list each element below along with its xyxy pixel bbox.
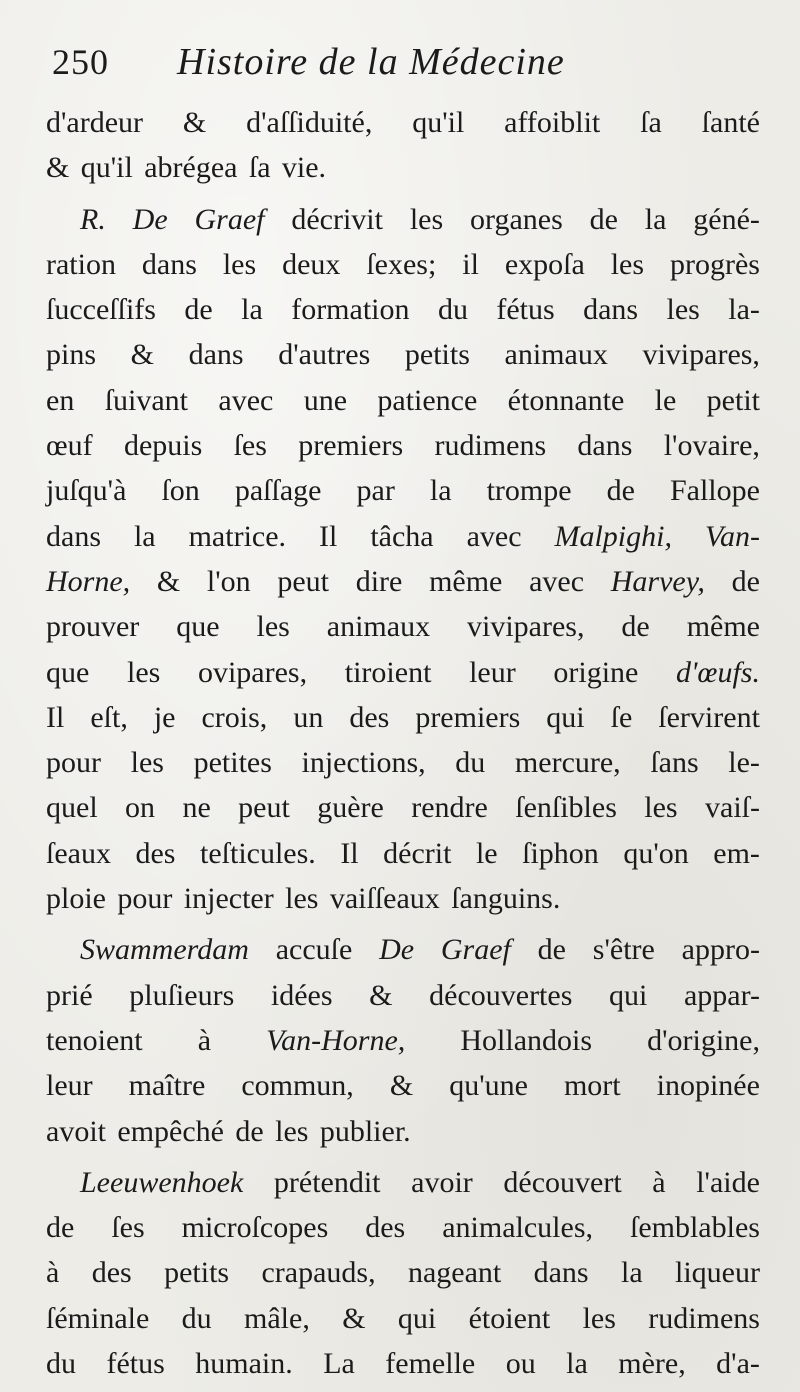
word: la-	[728, 293, 760, 327]
word: ſa	[640, 106, 662, 139]
text-line	[46, 604, 760, 649]
word: géné-	[693, 202, 760, 236]
word: dans	[533, 1256, 589, 1290]
word: décrivit	[291, 202, 383, 236]
word: les	[582, 1301, 616, 1335]
word: inopinée	[656, 1069, 760, 1103]
word: &	[389, 1069, 414, 1103]
text-line	[46, 514, 760, 559]
word: dans	[577, 429, 633, 463]
word: même	[429, 564, 503, 598]
word: Van-Horne,	[266, 1023, 406, 1057]
word: la	[620, 1256, 643, 1290]
word: décrit	[383, 836, 452, 870]
word: Horne,	[46, 564, 131, 598]
word: ſes	[111, 1211, 145, 1245]
word: &	[182, 106, 207, 139]
word: étonnante	[507, 383, 625, 417]
word: prouver	[46, 610, 140, 644]
word: expoſa	[504, 247, 585, 281]
word: vivipares,	[642, 338, 760, 372]
word: avec	[466, 519, 522, 553]
word: qui	[546, 700, 585, 734]
word: ſenſibles	[515, 791, 617, 825]
word: dire	[355, 564, 403, 598]
text-line	[46, 287, 760, 332]
word: rudimens	[648, 1301, 760, 1335]
word: ſemblables	[629, 1211, 760, 1245]
word: d'autres	[278, 338, 371, 372]
word: ſa	[248, 151, 271, 185]
word: ſanté	[701, 106, 760, 139]
word: de	[589, 202, 618, 236]
text-line	[46, 785, 760, 830]
word: humain.	[195, 1347, 293, 1381]
word: Graef	[194, 202, 265, 236]
text-line	[46, 1063, 760, 1108]
word: em-	[713, 836, 760, 870]
word: ſanguins.	[451, 882, 561, 916]
word: commun,	[241, 1069, 354, 1103]
word: qu'il	[80, 151, 133, 185]
text-line	[46, 197, 760, 242]
word: ſéminale	[46, 1301, 150, 1335]
word: petit	[706, 383, 760, 417]
word: avec	[529, 564, 585, 598]
word: la	[241, 293, 263, 327]
word: des	[135, 836, 176, 870]
text-line	[46, 1341, 760, 1386]
word: les	[222, 247, 257, 281]
word: trompe	[486, 474, 572, 508]
word: ſes	[233, 429, 267, 463]
word: dans	[141, 247, 197, 281]
word: peut	[238, 791, 290, 825]
word: crapauds,	[261, 1256, 376, 1290]
word: d'œufs.	[676, 655, 760, 689]
word: publier.	[319, 1114, 411, 1148]
text-line	[46, 1160, 760, 1205]
word: eſt,	[90, 700, 128, 734]
word: du	[455, 746, 486, 780]
word: les	[610, 247, 645, 281]
word: découvert	[503, 1165, 622, 1199]
word: que	[46, 655, 90, 689]
text-line	[46, 1018, 760, 1063]
word: en	[46, 383, 75, 417]
word: dans	[583, 293, 639, 327]
word: vie.	[281, 151, 327, 185]
word: s'être	[592, 933, 655, 967]
word: on	[125, 791, 156, 825]
word: depuis	[123, 429, 203, 463]
word: Leeuwenhoek	[80, 1165, 244, 1199]
word: rendre	[411, 791, 488, 825]
word: ſe	[610, 700, 633, 734]
word: la	[429, 474, 452, 508]
word: &	[342, 1301, 366, 1335]
text-line	[46, 740, 760, 785]
word: pluſieurs	[129, 978, 235, 1012]
word: la	[133, 519, 156, 553]
word: à	[652, 1165, 666, 1199]
word: leur	[46, 1069, 93, 1103]
word: tâcha	[370, 519, 434, 553]
word: animaux	[326, 610, 431, 644]
word: matrice.	[188, 519, 287, 553]
text-line	[46, 559, 760, 604]
word: œuf	[46, 429, 93, 463]
word: animalcules,	[442, 1211, 593, 1245]
word: les	[256, 610, 290, 644]
word: de	[621, 610, 650, 644]
word: avec	[218, 383, 274, 417]
word: les	[275, 1114, 309, 1148]
word: d'origine,	[647, 1023, 760, 1057]
word: ſans	[650, 746, 699, 780]
text-line	[46, 927, 760, 972]
word: Harvey,	[610, 564, 705, 598]
word: deux	[282, 247, 341, 281]
word: prié	[46, 978, 93, 1012]
text-line	[46, 1250, 760, 1295]
word: progrès	[669, 247, 760, 281]
word: De	[379, 933, 415, 967]
word: peut	[277, 564, 330, 598]
word: &	[130, 338, 154, 372]
text-line	[46, 1109, 760, 1154]
word: Malpighi,	[554, 519, 672, 553]
word: De	[132, 202, 168, 236]
word: de	[537, 933, 566, 967]
word: un	[293, 700, 324, 734]
word: de	[731, 564, 760, 598]
word: nageant	[407, 1256, 502, 1290]
text-line	[46, 695, 760, 740]
word: Il	[319, 519, 338, 553]
text-line	[46, 973, 760, 1018]
word: petits	[164, 1256, 230, 1290]
word: &	[46, 151, 70, 185]
word: ſervirent	[658, 700, 760, 734]
word: R.	[80, 202, 106, 236]
body-text	[46, 100, 760, 1386]
word: mort	[563, 1069, 621, 1103]
word: Hollandois	[460, 1023, 593, 1057]
word: vivipares,	[467, 610, 585, 644]
word: de	[46, 1211, 75, 1245]
word: guère	[317, 791, 384, 825]
word: il	[462, 247, 479, 281]
word: les	[130, 746, 164, 780]
word: injections,	[301, 746, 426, 780]
word: avoit	[46, 1114, 106, 1148]
word: les	[126, 655, 161, 689]
word: de	[606, 474, 635, 508]
word: ne	[182, 791, 211, 825]
word: du	[46, 1347, 76, 1381]
text-line	[46, 876, 760, 921]
word: pour	[117, 882, 173, 916]
word: des	[365, 1211, 406, 1245]
word: teſticules.	[200, 836, 316, 870]
word: leur	[469, 655, 516, 689]
word: pour	[46, 746, 101, 780]
word: mâle,	[244, 1301, 310, 1335]
word: découvertes	[429, 978, 573, 1012]
word: Il	[340, 836, 359, 870]
word: abrégea	[144, 151, 238, 185]
page-header	[46, 40, 760, 100]
word: quel	[46, 791, 98, 825]
word: la	[644, 202, 667, 236]
text-line	[46, 242, 760, 287]
word: la	[566, 1347, 588, 1381]
word: appro-	[681, 933, 760, 967]
text-line	[46, 1296, 760, 1341]
word: à	[197, 1023, 212, 1057]
word: les	[644, 791, 678, 825]
word: idées	[270, 978, 333, 1012]
word: ovipares,	[197, 655, 308, 689]
word: par	[356, 474, 395, 508]
text-line	[46, 468, 760, 513]
word: rudimens	[434, 429, 547, 463]
word: ſuivant	[104, 383, 189, 417]
word: femelle	[385, 1347, 476, 1381]
word: origine	[553, 655, 639, 689]
word: à	[46, 1256, 60, 1290]
word: mercure,	[514, 746, 621, 780]
word: même	[686, 610, 760, 644]
word: le	[475, 836, 498, 870]
word: vaiſſeaux	[329, 882, 440, 916]
text-line	[46, 332, 760, 377]
word: les	[666, 293, 700, 327]
word: mère,	[618, 1347, 686, 1381]
word: les	[409, 202, 444, 236]
word: dans	[46, 519, 101, 553]
word: ſucceſſifs	[46, 293, 156, 327]
word: &	[156, 564, 181, 598]
word: de	[184, 293, 213, 327]
word: injecter	[183, 882, 274, 916]
text-line	[46, 378, 760, 423]
text-line	[46, 650, 760, 695]
word: maître	[128, 1069, 206, 1103]
word: petites	[193, 746, 272, 780]
text-line	[46, 1205, 760, 1250]
text-line	[46, 423, 760, 468]
word: Swammerdam	[80, 933, 249, 967]
word: liqueur	[675, 1256, 760, 1290]
word: fétus	[106, 1347, 165, 1381]
text-line	[46, 831, 760, 876]
word: ploie	[46, 882, 106, 916]
word: tenoient	[46, 1023, 143, 1057]
word: étoient	[468, 1301, 551, 1335]
word: animaux	[504, 338, 608, 372]
word: l'aide	[696, 1165, 760, 1199]
word: prétendit	[273, 1165, 381, 1199]
word: le-	[728, 746, 760, 780]
word: Il	[46, 700, 65, 734]
word: qui	[397, 1301, 437, 1335]
word: des	[91, 1256, 132, 1290]
word: tiroient	[344, 655, 432, 689]
word: organes	[470, 202, 563, 236]
word: ou	[505, 1347, 536, 1381]
word: l'on	[206, 564, 251, 598]
word: patience	[377, 383, 478, 417]
word: avoir	[411, 1165, 473, 1199]
word: crois,	[201, 700, 268, 734]
word: Fallope	[669, 474, 760, 508]
word: paſſage	[234, 474, 322, 508]
running-title: Histoire de la Médecine	[177, 41, 565, 83]
word: petits	[404, 338, 470, 372]
word: formation	[291, 293, 410, 327]
word: de	[235, 1114, 264, 1148]
word: des	[349, 700, 390, 734]
word: ſiphon	[522, 836, 599, 870]
word: qu'une	[449, 1069, 528, 1103]
word: ſon	[161, 474, 200, 508]
word: fétus	[496, 293, 555, 327]
word: appar-	[683, 978, 760, 1012]
text-line	[46, 145, 760, 190]
text-line	[46, 100, 760, 145]
word: je	[153, 700, 176, 734]
word: l'ovaire,	[663, 429, 760, 463]
word: affoiblit	[504, 106, 601, 139]
word: ration	[46, 247, 116, 281]
word: juſqu'à	[46, 474, 127, 508]
word: d'ardeur	[46, 106, 144, 139]
word: pins	[46, 338, 97, 372]
word: du	[437, 293, 468, 327]
word: d'aſſiduité,	[246, 106, 373, 139]
word: ſeaux	[46, 836, 111, 870]
word: qui	[609, 978, 648, 1012]
word: d'a-	[716, 1347, 760, 1381]
word: premiers	[298, 429, 404, 463]
word: vaiſ-	[705, 791, 760, 825]
word: microſcopes	[181, 1211, 329, 1245]
word: premiers	[415, 700, 521, 734]
word: une	[303, 383, 348, 417]
word: le	[654, 383, 677, 417]
page-number: 250	[52, 42, 109, 82]
word: qu'on	[623, 836, 689, 870]
word: les	[285, 882, 319, 916]
word: &	[369, 978, 393, 1012]
word: ſexes;	[366, 247, 437, 281]
word: que	[176, 610, 220, 644]
word: La	[323, 1347, 355, 1381]
word: Van-	[704, 519, 760, 553]
word: Graef	[440, 933, 511, 967]
word: accuſe	[275, 933, 353, 967]
word: dans	[188, 338, 244, 372]
word: empêché	[117, 1114, 224, 1148]
word: qu'il	[412, 106, 465, 139]
word: du	[181, 1301, 212, 1335]
